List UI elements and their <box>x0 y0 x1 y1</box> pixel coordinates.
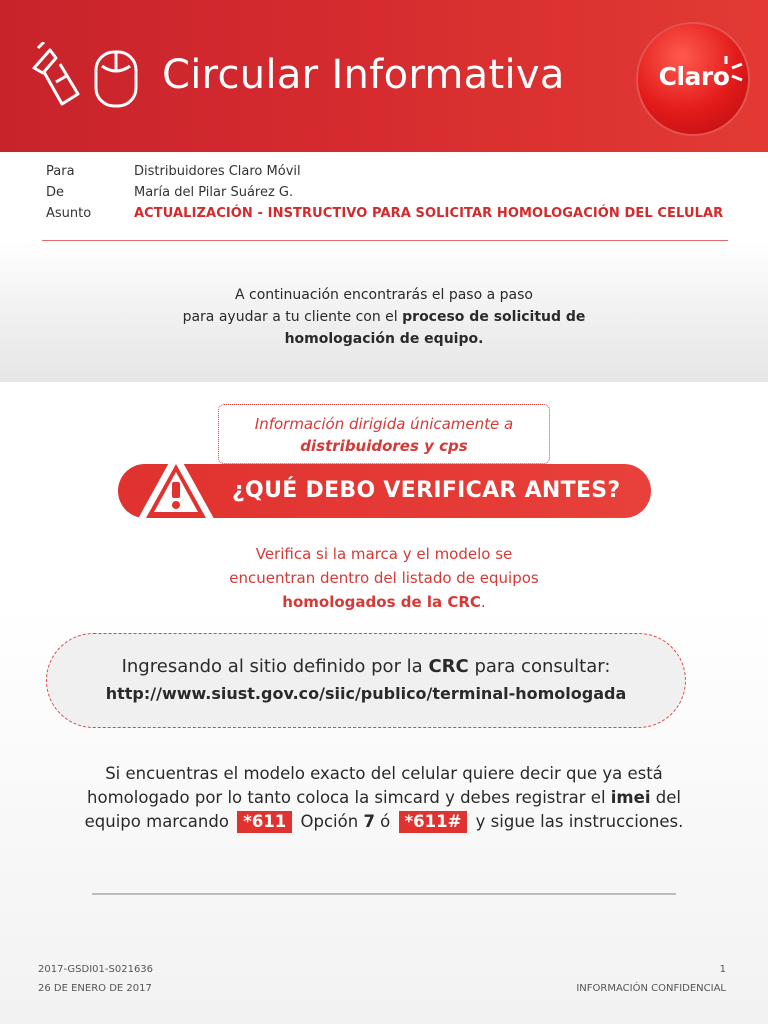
confidential-label: INFORMACIÓN CONFIDENCIAL <box>576 983 726 994</box>
document-date: 26 DE ENERO DE 2017 <box>38 983 152 994</box>
notice-line-2: distribuidores y cps <box>300 437 468 455</box>
verify-line-3-end: . <box>480 593 486 611</box>
notice-text <box>218 413 550 457</box>
page-title: Circular Informativa <box>162 52 565 98</box>
page-number: 1 <box>719 964 726 975</box>
asunto-label: Asunto <box>46 206 92 221</box>
intro-line-2-bold: proceso de solicitud de <box>402 309 586 325</box>
found-line-2-end: del <box>650 788 681 807</box>
crc-box <box>46 633 686 728</box>
asunto-value: ACTUALIZACIÓN - INSTRUCTIVO PARA SOLICITAR HOMOLOGACIÓN DEL CELULAR <box>134 206 724 221</box>
found-line-3-mid2: ó <box>374 812 396 831</box>
found-line-1: Si encuentras el modelo exacto del celular quiere decir que ya está <box>105 764 663 783</box>
memo-meta <box>46 164 736 227</box>
verify-line-1: Verifica si la marca y el modelo se <box>255 545 513 563</box>
verify-line-2: encuentran dentro del listado de equipos <box>229 569 539 587</box>
found-line-3 <box>0 810 768 834</box>
code-611-hash-badge: *611# <box>399 811 468 833</box>
phone-mouse-icons <box>30 42 150 108</box>
para-value: Distribuidores Claro Móvil <box>134 164 301 179</box>
found-text <box>0 762 768 834</box>
meta-row-para <box>46 164 736 185</box>
footer-right <box>576 960 726 998</box>
notice-line-1: Información dirigida únicamente a <box>254 415 514 433</box>
found-line-3-start: equipo marcando <box>84 812 235 831</box>
de-label: De <box>46 185 65 200</box>
phone-icon <box>34 42 78 104</box>
verify-line-3 <box>0 590 768 614</box>
document-code: 2017-GSDI01-S021636 <box>38 964 154 975</box>
mouse-icon <box>96 52 136 106</box>
de-value: María del Pilar Suárez G. <box>134 185 294 200</box>
found-line-2 <box>0 786 768 810</box>
found-line-2-start: homologado por lo tanto coloca la simcard y debes registrar el <box>87 788 611 807</box>
code-611-badge: *611 <box>237 811 292 833</box>
intro-line-3: homologación de equipo. <box>284 331 484 347</box>
crc-line-bold: CRC <box>428 656 469 677</box>
intro-text <box>0 284 768 350</box>
crc-url-link[interactable]: http://www.siust.gov.co/siic/publico/terminal-homologada <box>105 684 627 703</box>
footer-left <box>38 960 153 998</box>
warning-icon <box>130 446 222 530</box>
claro-logo <box>638 24 750 136</box>
banner-title: ¿QUÉ DEBO VERIFICAR ANTES? <box>232 478 621 503</box>
intro-line-2 <box>0 306 768 328</box>
header-banner <box>0 0 768 152</box>
verify-text <box>0 542 768 614</box>
intro-line-1: A continuación encontrarás el paso a paso <box>235 287 533 303</box>
found-line-3-end: y sigue las instrucciones. <box>470 812 684 831</box>
intro-line-2-plain: para ayudar a tu cliente con el <box>182 309 403 325</box>
meta-row-de <box>46 185 736 206</box>
verify-line-3-bold: homologados de la CRC <box>282 593 481 611</box>
logo-text: Claro <box>658 62 730 91</box>
found-line-3-mid1: Opción <box>295 812 364 831</box>
para-label: Para <box>46 164 75 179</box>
bottom-divider <box>92 893 676 895</box>
meta-divider <box>42 240 728 241</box>
crc-line-start: Ingresando al sitio definido por la <box>121 656 429 677</box>
crc-instruction <box>46 656 686 677</box>
option-number: 7 <box>363 812 375 831</box>
crc-line-end: para consultar: <box>468 656 611 677</box>
meta-row-asunto <box>46 206 736 227</box>
logo-rays-icon <box>722 54 746 84</box>
imei-bold: imei <box>610 788 651 807</box>
